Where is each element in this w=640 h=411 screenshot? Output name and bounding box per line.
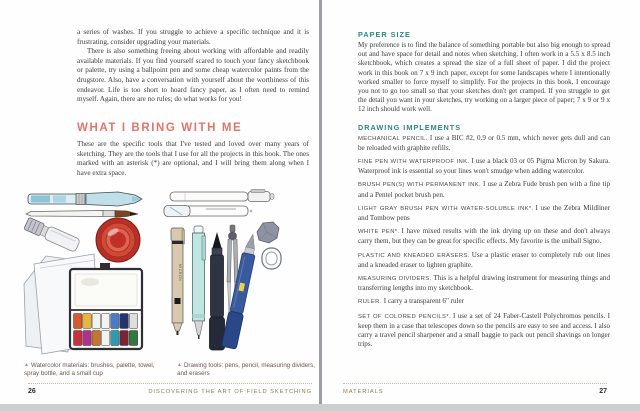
- triangle-bullet-icon: ▲: [177, 362, 182, 368]
- paragraph: There is also something freeing about working with affordable and readily available materials. If you find yourself scared to touch your fancy sketchbook or palette, try using a ballpoint pen and some cheap watercolor paints from the drugstore. Also, have a conversation with yourself about the worthiness of this endeavor. Life is too short to hoard fancy paper, as I often need to remind myself. Again, there are no rules; do what works for you!: [77, 47, 309, 104]
- white-brush-pen-illustration: [164, 206, 252, 217]
- implement-item: [358, 297, 610, 307]
- implement-text: I use a Zebra Fude brush pen with a fine tip and a Pentel pocket brush pen.: [358, 180, 611, 199]
- implement-lead: PLASTIC AND KNEADED ERASERS.: [358, 252, 470, 259]
- paragraph: a series of washes. If you struggle to achieve a specific technique and it is frustrating, consider upgrading your materials.: [77, 28, 309, 46]
- left-body-text: [77, 28, 309, 105]
- section-heading-paper-size: PAPER SIZE: [358, 30, 411, 39]
- section-heading-drawing-implements: DRAWING IMPLEMENTS: [358, 122, 462, 132]
- caption-text: Watercolor materials: brushes, palette, towel, spray bottle, and a small cup: [24, 362, 155, 377]
- right-page-footer: [343, 383, 607, 395]
- implement-item: [358, 134, 610, 153]
- implement-item: [358, 180, 610, 199]
- caption-text: Drawing tools: pens, pencil, measuring dividers, and erasers: [177, 362, 315, 377]
- implement-item: [358, 204, 610, 223]
- implement-lead: WHITE PEN*.: [358, 229, 400, 236]
- kneaded-eraser-illustration: [257, 222, 279, 243]
- paintbrush-illustration: [26, 211, 138, 218]
- implement-lead: MEASURING DIVIDERS.: [358, 276, 432, 283]
- implement-text: I have mixed results with the ink drying up on these and don't always carry them, but they can be great for specific effects. My favorite is the uniball Signo.: [358, 227, 610, 246]
- implement-text: I use a set of 24 Faber-Castell Polychromos pencils. I keep them in a case that telescopes down so the pencils are easy to see and access. I also carry a travel pencil sharpener and a small baggie to pack out pencil shavings on longer trips.: [358, 311, 611, 349]
- blue-brush-pen-illustration: [221, 233, 260, 350]
- implement-text: I carry a transparent 6" ruler: [383, 297, 465, 306]
- mechanical-pencil-illustration: [193, 226, 206, 339]
- plastic-eraser-illustration: [262, 248, 281, 269]
- implement-item: [358, 312, 610, 350]
- book-page-right: [322, 0, 640, 404]
- water-brush-illustration: [28, 192, 142, 206]
- red-cup-illustration: [96, 218, 140, 262]
- caption-drawing-tools: [177, 361, 315, 378]
- paragraph: My preference is to find the balance of something portable but also big enough to spread out and have space for detail and notes when sketching. I often work in a 5.5 x 8.5 inch sketchbook, which creates a spread the size of a full sheet of paper. I did the project work in this book on 7 x 9 inch paper, except for some landscapes where I intentionally worked smaller to force myself to simplify. For the projects in this book, I encourage you not to go too small so that your sketches don't get cramped. If you struggle to get the detail you want in your sketches, try working on a larger piece of paper; 7 x 9 or 9 x 12 inch should work well.: [358, 41, 610, 114]
- implement-lead: RULER.: [358, 299, 382, 306]
- paragraph: These are the specific tools that I've tested and loved over many years of sketching. They are the tools that I use for all the projects in this book. The ones marked with an asterisk (*) are optional, and I will bring them along when I have extra space.: [77, 140, 309, 177]
- page-number: 26: [28, 388, 36, 395]
- spray-bottle-illustration: [24, 217, 81, 253]
- navy-brush-pen-illustration: [210, 232, 225, 350]
- implement-lead: SET OF COLORED PENCILS*.: [358, 313, 451, 320]
- book-page-left: [0, 0, 319, 404]
- implement-item: [358, 227, 610, 246]
- implement-text: This is a helpful drawing instrument for measuring things and transferring lengths into my sketchbook.: [358, 274, 610, 293]
- implement-lead: MECHANICAL PENCIL.: [358, 135, 428, 142]
- implement-text: Use a plastic eraser to completely rub out lines and a kneaded eraser to lighten graphite.: [358, 250, 610, 269]
- implement-item: [358, 157, 610, 176]
- section-heading-what-i-bring: WHAT I BRING WITH ME: [77, 122, 243, 134]
- tools-illustration: [10, 186, 312, 360]
- implement-item: [358, 274, 610, 293]
- implement-lead: LIGHT GRAY BRUSH PEN WITH WATER-SOLUBLE INK*.: [358, 205, 534, 212]
- right-body-text: [358, 30, 610, 353]
- running-title: DISCOVERING THE ART OF FIELD SKETCHING: [148, 389, 312, 395]
- implement-text: I use a black 03 or 05 Pigma Micron by Sakura. Waterproof ink is essential so your lines won't smudge when adding watercolor.: [358, 157, 610, 176]
- white-gel-pen-illustration: [170, 190, 274, 202]
- implement-text: I use the Zebra Mildliner and Tombow pens: [358, 203, 610, 223]
- triangle-bullet-icon: ▲: [24, 362, 29, 368]
- implement-lead: BRUSH PEN(S) WITH PERMANENT INK.: [358, 182, 482, 189]
- page-bottom-edge: [0, 404, 640, 411]
- implement-text: I use a BIC #2, 0.9 or 0.5 mm, which never gets dull and can be reloaded with graphite refills.: [358, 133, 611, 152]
- micron-pen-illustration: [171, 228, 185, 335]
- implement-lead: FINE PEN WITH WATERPROOF INK.: [358, 159, 470, 166]
- page-number: 27: [599, 388, 607, 395]
- watercolor-palette-illustration: [70, 263, 142, 349]
- implement-item: [358, 251, 610, 270]
- svg-text:MICRON: MICRON: [178, 264, 182, 282]
- caption-watercolor-materials: [24, 361, 166, 378]
- running-title: MATERIALS: [343, 389, 384, 395]
- left-page-footer: [28, 383, 312, 395]
